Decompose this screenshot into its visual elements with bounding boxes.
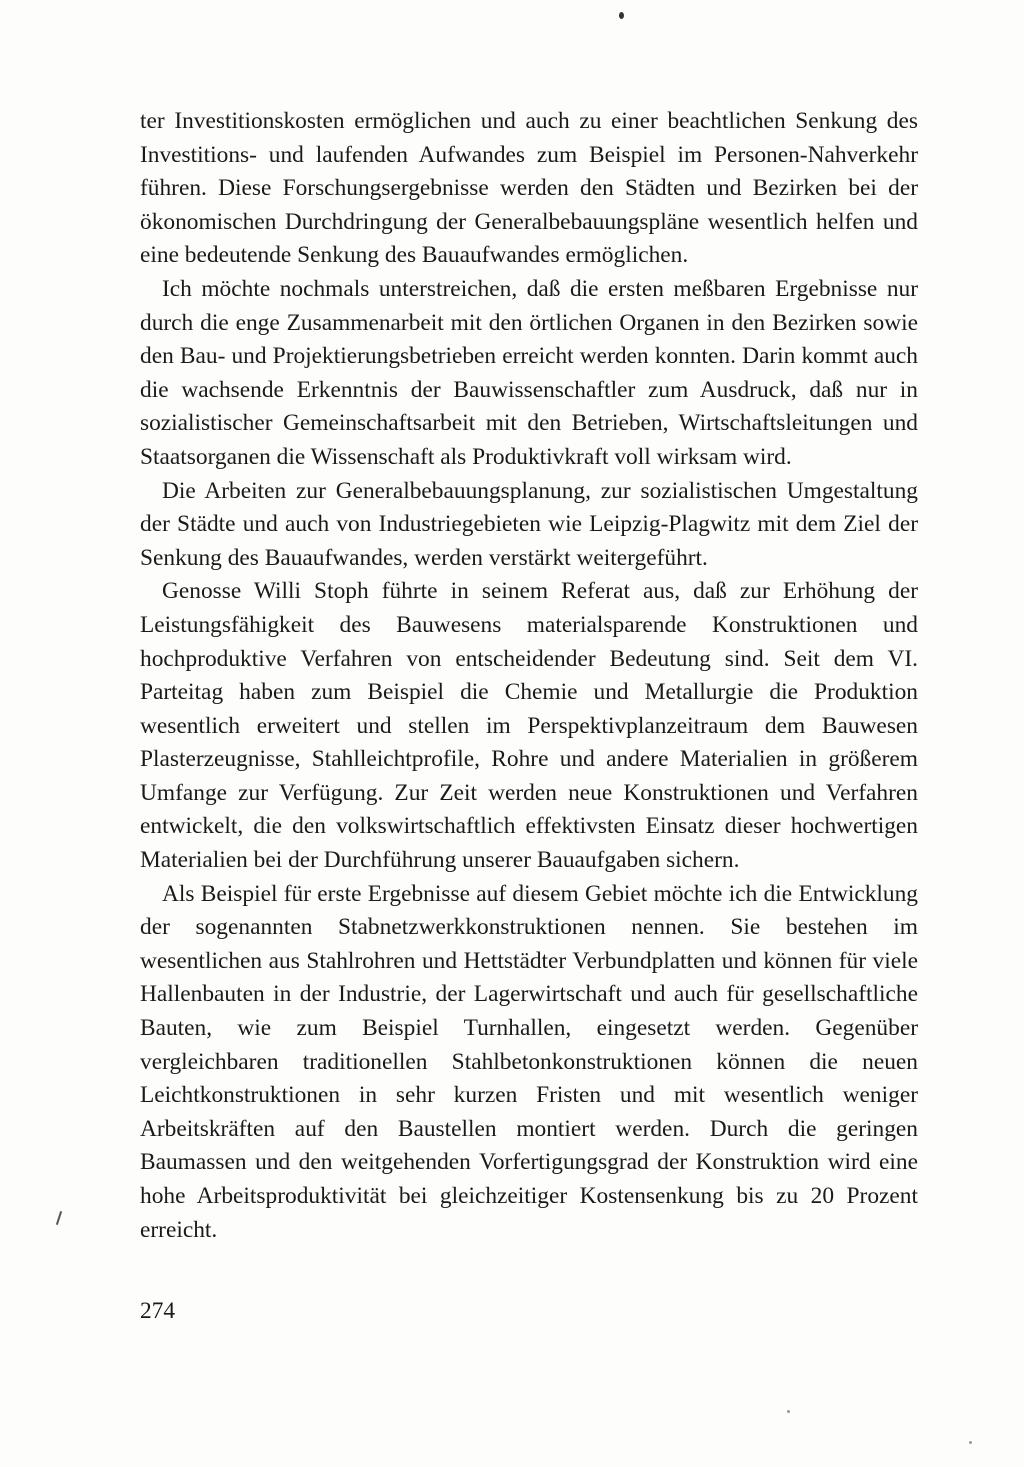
ink-speck bbox=[619, 12, 624, 19]
paragraph-3: Die Arbeiten zur Generalbebauungsplanung, zur sozialistischen Umgestaltung der Städte und auch von Industriegebieten wie Leipzig-Plagwitz mit dem Ziel der Senkung des Bauaufwandes, werden verstärkt weitergeführt. bbox=[140, 477, 918, 571]
paragraph-5: Als Beispiel für erste Ergebnisse auf diesem Gebiet möchte ich die Entwicklung der sogenannten Stabnetzwerkkonstruktionen nennen. Sie bestehen im wesentlichen aus Stahlrohren und Hettstädter Verbundplatten und können für viele Hallenbauten in der Industrie, der Lagerwirtschaft und auch für gesellschaftliche Bauten, wie zum Beispiel Turnhallen, eingesetzt werden. Gegenüber vergleichbaren traditionellen Stahlbetonkonstruktionen können die neuen Leichtkonstruktionen in sehr kurzen Fristen und mit wesentlich weniger Arbeitskräften auf den Baustellen montiert werden. Durch die geringen Baumassen und den weitgehenden Vorfertigungsgrad der Konstruktion wird eine hohe Arbeitsproduktivität bei gleichzeitiger Kostensenkung bis zu 20 Prozent erreicht. bbox=[140, 880, 918, 1243]
paragraph-2: Ich möchte nochmals unterstreichen, daß die ersten meßbaren Ergebnisse nur durch die enge Zusammenarbeit mit den örtlichen Organen in den Bezirken sowie den Bau- und Projektierungsbetrieben erreicht werden konnten. Darin kommt auch die wachsende Erkenntnis der Bauwissenschaftler zum Ausdruck, daß nur in sozialistischer Gemeinschaftsarbeit mit den Betrieben, Wirtschaftsleitungen und Staatsorganen die Wissenschaft als Produktivkraft voll wirksam wird. bbox=[140, 275, 918, 470]
body-text bbox=[140, 105, 918, 1247]
ink-speck bbox=[969, 1441, 972, 1444]
ink-speck bbox=[787, 1410, 790, 1413]
paragraph-4: Genosse Willi Stoph führte in seinem Referat aus, daß zur Erhöhung der Leistungsfähigkeit des Bauwesens materialsparende Konstruktionen und hochproduktive Verfahren von entscheidender Bedeutung sind. Seit dem VI. Parteitag haben zum Beispiel die Chemie und Metallurgie die Produktion wesentlich erweitert und stellen im Perspektivplanzeitraum dem Bauwesen Plasterzeugnisse, Stahlleichtprofile, Rohre und andere Materialien in größerem Umfange zur Verfügung. Zur Zeit werden neue Konstruktionen und Verfahren entwickelt, die den volkswirtschaftlich effektivsten Einsatz dieser hochwertigen Materialien bei der Durchführung unserer Bauaufgaben sichern. bbox=[140, 578, 918, 874]
paragraph-1: ter Investitionskosten ermöglichen und auch zu einer beachtlichen Senkung des Investitions- und laufenden Aufwandes zum Beispiel im Personen-Nahverkehr führen. Diese Forschungsergebnisse werden den Städten und Bezirken bei der ökonomischen Durchdringung der Generalbebauungspläne wesentlich helfen und eine bedeutende Senkung des Bauaufwandes ermöglichen. bbox=[140, 108, 918, 269]
margin-mark bbox=[56, 1211, 62, 1225]
page-number: 274 bbox=[140, 1298, 176, 1324]
